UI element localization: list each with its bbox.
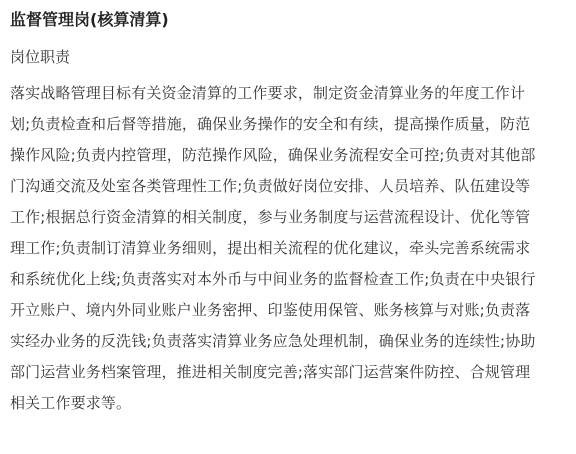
- text-line: 和系统优化上线;负责落实对本外币与中间业务的监督检查工作;负责在中央银行: [10, 270, 536, 288]
- text-line: 开立账户、境内外同业账户业务密押、印鉴使用保管、账务核算与对账;负责落: [10, 301, 531, 319]
- document-title: 监督管理岗(核算清算): [10, 10, 169, 29]
- responsibilities-text: [10, 78, 566, 419]
- text-line: 划;负责检查和后督等措施，确保业务操作的安全和有续，提高操作质量，防范: [10, 115, 531, 133]
- section-heading: 岗位职责: [10, 48, 71, 66]
- text-line: 实经办业务的反洗钱;负责落实清算业务应急处理机制，确保业务的连续性;协助: [10, 332, 536, 350]
- text-line: 落实战略管理目标有关资金清算的工作要求，制定资金清算业务的年度工作计: [10, 84, 526, 102]
- text-line: 相关工作要求等。: [10, 394, 132, 412]
- text-line: 部门运营业务档案管理，推进相关制度完善;落实部门运营案件防控、合规管理: [10, 363, 531, 381]
- text-line: 工作;根据总行资金清算的相关制度，参与业务制度与运营流程设计、优化等管: [10, 208, 531, 226]
- text-line: 理工作;负责制订清算业务细则，提出相关流程的优化建议，牵头完善系统需求: [10, 239, 531, 257]
- text-line: 操作风险;负责内控管理，防范操作风险，确保业务流程安全可控;负责对其他部: [10, 146, 536, 164]
- text-line: 门沟通交流及处室各类管理性工作;负责做好岗位安排、人员培养、队伍建设等: [10, 177, 531, 195]
